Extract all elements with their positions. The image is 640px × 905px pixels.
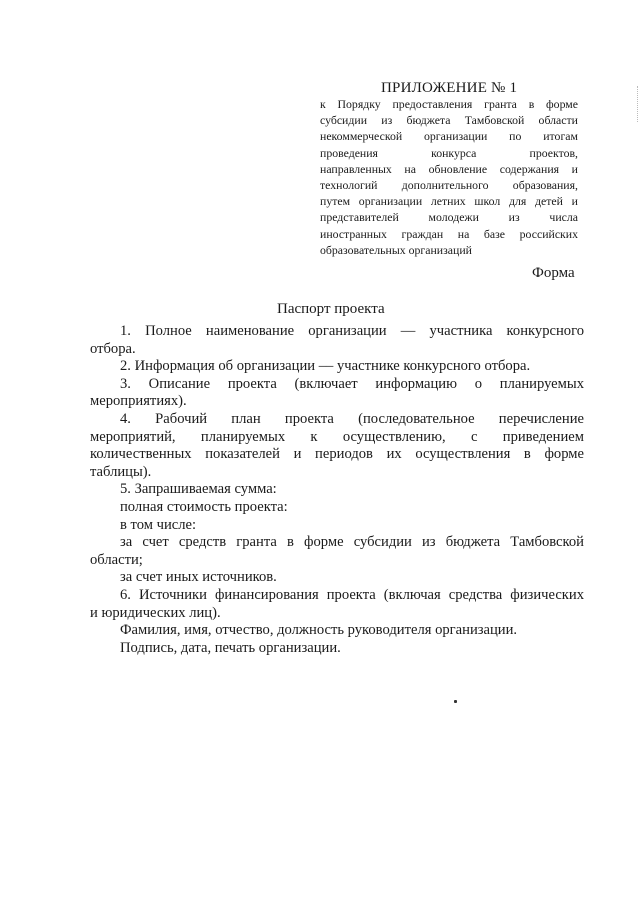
appendix-line: иностранных граждан на базе российских [320, 226, 578, 241]
scan-edge-mark [635, 86, 638, 122]
form-label: Форма [532, 265, 575, 281]
appendix-line: некоммерческой организации по итогам [320, 129, 578, 144]
item-2-line: 2. Информация об организации –– участнике конкурсного отбора. [120, 358, 531, 375]
passport-title: Паспорт проекта [277, 301, 385, 317]
item-1-line: 1. Полное наименование организации — участника конкурсного [120, 323, 584, 339]
appendix-subtitle [320, 96, 578, 258]
item-4-cont: количественных показателей и периодов их осуществления в форме [90, 446, 584, 463]
head-name-line: Фамилия, имя, отчество, должность руководителя организации. [120, 622, 518, 639]
item-4-cont: мероприятий, планируемых к осуществлению, с приведением [90, 428, 584, 445]
item-5-other: за счет иных источников. [120, 569, 277, 586]
scan-mark [454, 700, 457, 703]
appendix-line: к Порядку предоставления гранта в форме [320, 97, 578, 111]
item-4-cont: таблицы). [90, 463, 152, 480]
item-1-cont: отбора. [90, 340, 136, 357]
item-6-line: 6. Источники финансирования проекта (включая средства физических [120, 586, 584, 603]
item-3-cont: мероприятиях). [90, 393, 187, 410]
appendix-line: проведения конкурса проектов, [320, 145, 578, 160]
appendix-line: представителей молодежи из числа [320, 210, 578, 225]
appendix-line: субсидии из бюджета Тамбовской области [320, 113, 578, 128]
item-5-grant-cont: области; [90, 551, 143, 568]
appendix-title: ПРИЛОЖЕНИЕ № 1 [381, 80, 518, 96]
item-5-line: 5. Запрашиваемая сумма: [120, 481, 277, 498]
item-3-line: 3. Описание проекта (включает информацию о планируемых [120, 375, 584, 392]
item-5-total: полная стоимость проекта: [120, 498, 288, 515]
item-6-cont: и юридических лиц). [90, 604, 221, 621]
appendix-line: образовательных организаций [320, 242, 472, 257]
appendix-line: направленных на обновление содержания и [320, 161, 578, 176]
appendix-line: путем организации летних школ для детей и [320, 194, 578, 209]
passport-content [90, 323, 584, 657]
appendix-line: технологий дополнительного образования, [320, 178, 578, 193]
item-5-including: в том числе: [120, 516, 197, 533]
signature-line: Подпись, дата, печать организации. [120, 639, 341, 656]
item-5-grant: за счет средств гранта в форме субсидии из бюджета Тамбовской [120, 534, 584, 551]
item-4-line: 4. Рабочий план проекта (последовательное перечисление [120, 410, 584, 427]
